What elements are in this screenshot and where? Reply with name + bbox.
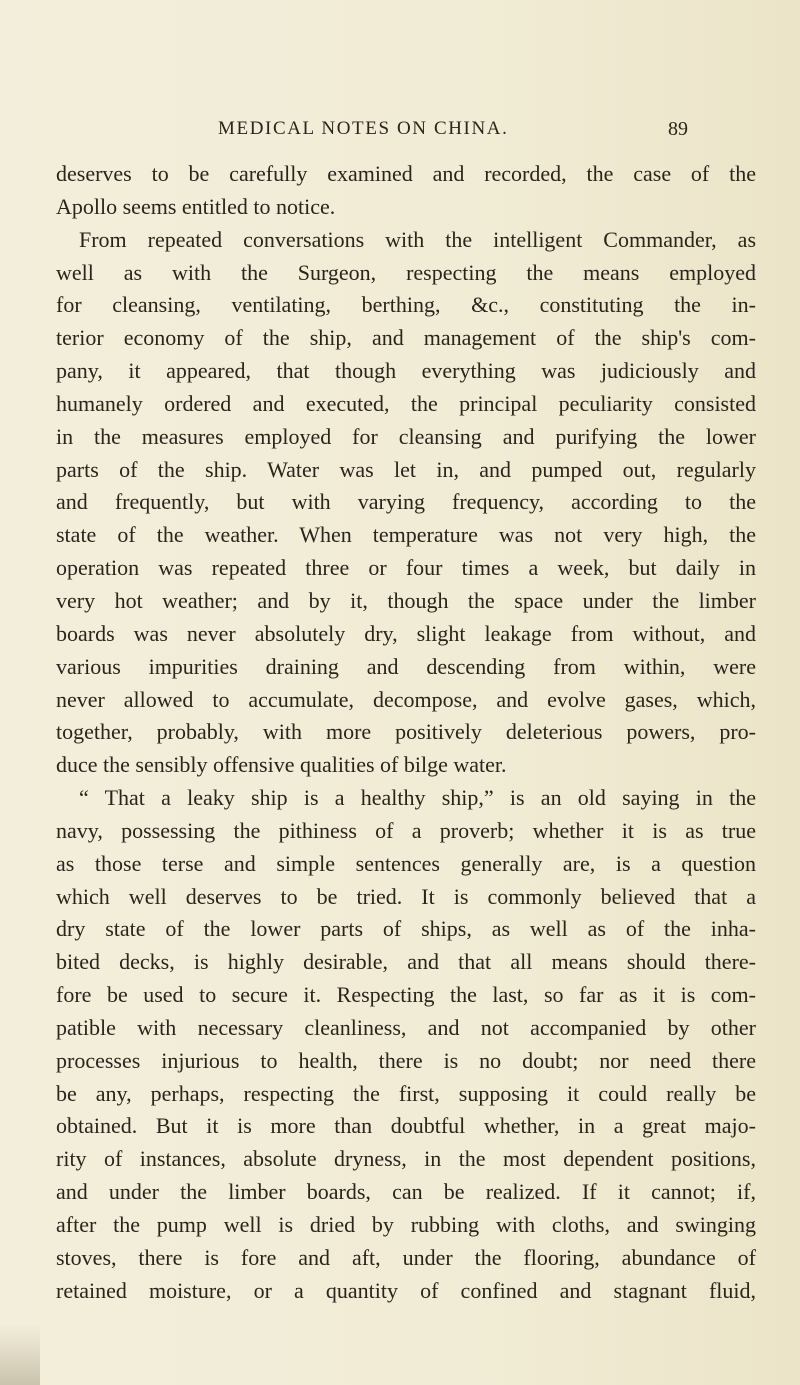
text-line: stoves, there is fore and aft, under the flooring, abundance of — [56, 1244, 756, 1270]
text-line: fore be used to secure it. Respecting the last, so far as it is com- — [56, 982, 756, 1008]
text-line: pany, it appeared, that though everything was judiciously and — [56, 358, 756, 384]
text-line: operation was repeated three or four times a week, but daily in — [56, 555, 756, 581]
text-line: retained moisture, or a quantity of confined and stagnant fluid, — [56, 1277, 756, 1303]
text-line: terior economy of the ship, and management of the ship's com- — [56, 325, 756, 351]
text-line: which well deserves to be tried. It is commonly believed that a — [56, 883, 756, 909]
text-line: and under the limber boards, can be realized. If it cannot; if, — [56, 1179, 756, 1205]
text-line: rity of instances, absolute dryness, in the most dependent positions, — [56, 1146, 756, 1172]
text-line: humanely ordered and executed, the principal peculiarity consisted — [56, 390, 756, 416]
text-line: Apollo seems entitled to notice. — [56, 193, 336, 219]
text-line: navy, possessing the pithiness of a proverb; whether it is as true — [56, 817, 756, 843]
text-line: various impurities draining and descending from within, were — [56, 653, 756, 679]
text-line: boards was never absolutely dry, slight leakage from without, and — [56, 620, 756, 646]
text-line: dry state of the lower parts of ships, as well as of the inha- — [56, 916, 756, 942]
text-line: deserves to be carefully examined and recorded, the case of the — [56, 161, 756, 186]
running-title: MEDICAL NOTES ON CHINA. — [218, 118, 509, 139]
text-line: From repeated conversations with the intelligent Commander, as — [79, 226, 756, 252]
text-line: well as with the Surgeon, respecting the means employed — [56, 259, 756, 285]
text-line: be any, perhaps, respecting the first, supposing it could really be — [56, 1080, 756, 1106]
text-line: processes injurious to health, there is no doubt; nor need there — [56, 1047, 756, 1073]
text-line: obtained. But it is more than doubtful whether, in a great majo- — [56, 1113, 756, 1139]
text-line: duce the sensibly offensive qualities of bilge water. — [56, 752, 507, 778]
text-line: patible with necessary cleanliness, and not accompanied by other — [56, 1014, 756, 1040]
text-line: together, probably, with more positively deleterious powers, pro- — [56, 719, 756, 745]
text-line: parts of the ship. Water was let in, and pumped out, regularly — [56, 456, 756, 482]
body-text — [56, 158, 756, 1308]
page-edge-shadow — [0, 1325, 40, 1385]
page-number: 89 — [668, 118, 688, 140]
text-line: in the measures employed for cleansing and purifying the lower — [56, 423, 756, 449]
text-line: “ That a leaky ship is a healthy ship,” is an old saying in the — [79, 785, 756, 811]
text-line: bited decks, is highly desirable, and that all means should there- — [56, 949, 756, 975]
text-line: for cleansing, ventilating, berthing, &c., constituting the in- — [56, 292, 756, 318]
text-line: state of the weather. When temperature was not very high, the — [56, 522, 756, 548]
text-line: very hot weather; and by it, though the space under the limber — [56, 587, 756, 613]
page-header — [0, 118, 800, 148]
text-line: and frequently, but with varying frequency, according to the — [56, 489, 756, 515]
text-line: after the pump well is dried by rubbing with cloths, and swinging — [56, 1212, 756, 1237]
text-line: as those terse and simple sentences generally are, is a question — [56, 850, 756, 876]
text-line: never allowed to accumulate, decompose, and evolve gases, which, — [56, 686, 756, 712]
